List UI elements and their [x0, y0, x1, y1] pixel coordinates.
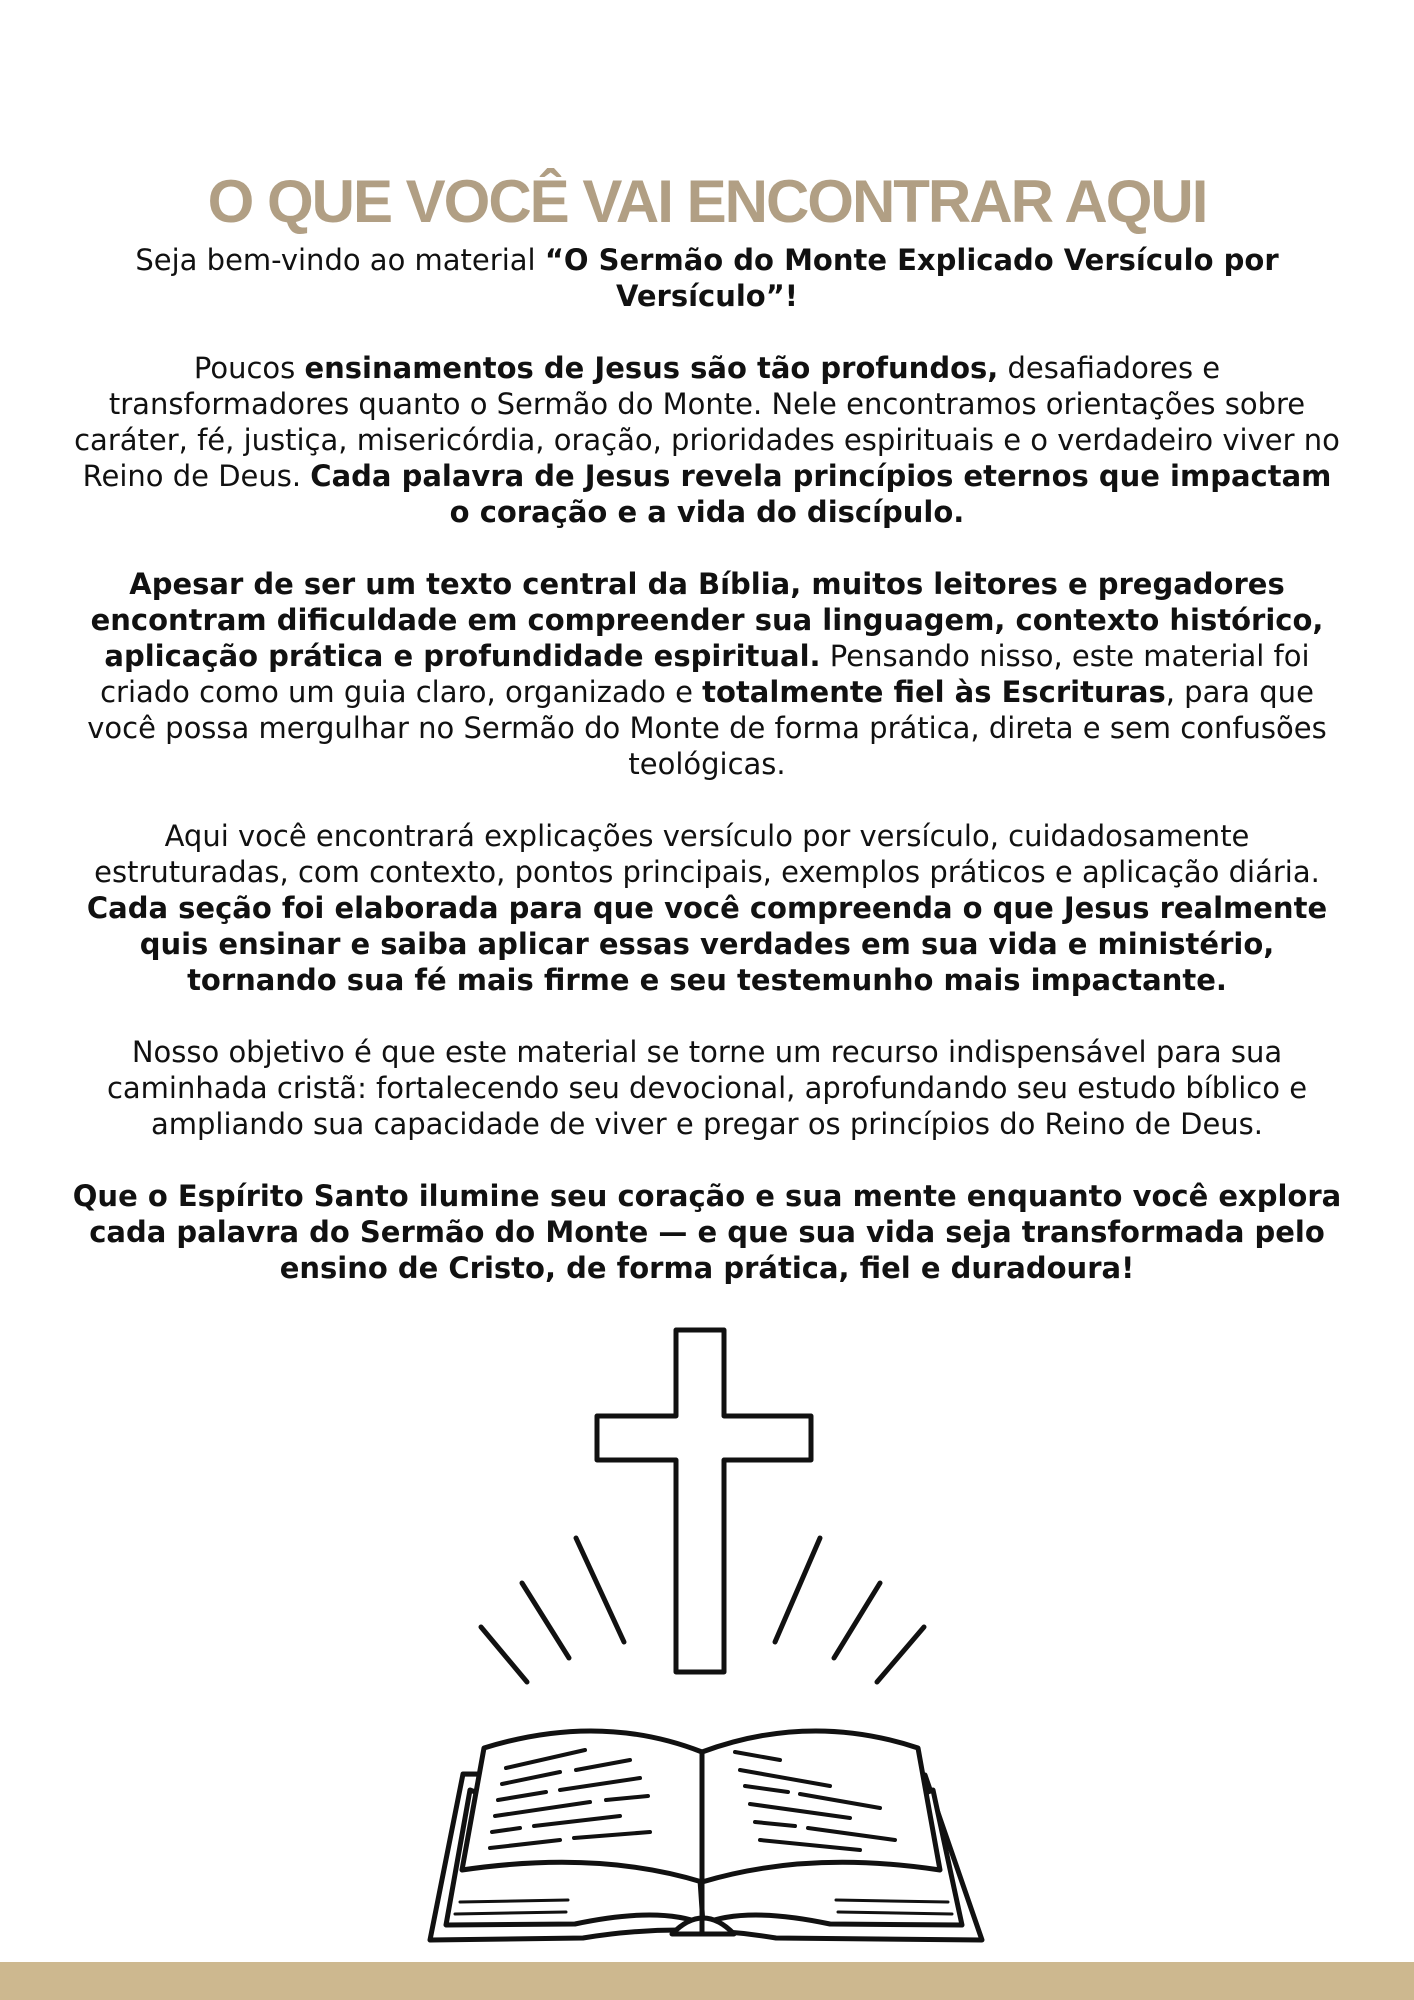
text-run-bold: ensinamentos de Jesus são tão profundos, — [304, 351, 999, 385]
cross-and-bible-illustration — [420, 1320, 995, 1960]
text-run-bold: Cada seção foi elaborada para que você compreenda o que Jesus realmente quis ensinar e saiba aplicar essas verdades em sua vida e ministério, tornando sua fé mais firme e seu testemunho mais impactante. — [86, 891, 1328, 997]
content-description-paragraph — [70, 818, 1344, 998]
text-run: Nosso objetivo é que este material se torne um recurso indispensável para sua caminhada cristã: fortalecendo seu devocional, aprofundando seu estudo bíblico e ampliando sua capacidade de viver e pregar os princípios do Reino de Deus. — [106, 1035, 1308, 1141]
cross-icon — [597, 1330, 811, 1672]
text-run-bold: Apesar de ser um texto central da Bíblia, muitos leitores e pregadores encontram dificuldade em compreender sua linguagem, contexto histórico, aplicação prática e profundidade espiritual. — [90, 567, 1324, 673]
intro-text — [70, 242, 1344, 1322]
text-run-bold: Que o Espírito Santo ilumine seu coração e sua mente enquanto você explora cada palavra do Sermão do Monte — e que sua vida seja transformada pelo ensino de Cristo, de forma prática, fiel e duradoura! — [72, 1179, 1342, 1285]
difficulty-paragraph — [70, 566, 1344, 782]
objective-paragraph — [70, 1034, 1344, 1142]
closing-prayer-paragraph — [70, 1178, 1344, 1286]
text-run: desafiadores e transformadores quanto o Sermão do Monte. Nele encontramos orientações sobre caráter, fé, justiça, misericórdia, oração, prioridades espirituais e o verdadeiro viver no Reino de Deus. — [74, 351, 1340, 493]
welcome-paragraph — [70, 242, 1344, 314]
open-bible-icon — [430, 1731, 982, 1940]
text-run: , para que você possa mergulhar no Sermão do Monte de forma prática, direta e sem confusões teológicas. — [87, 675, 1327, 781]
page-title: O QUE VOCÊ VAI ENCONTRAR AQUI — [207, 168, 1207, 236]
material-title: “O Sermão do Monte Explicado Versículo por Versículo”! — [544, 243, 1279, 313]
text-run: Seja bem-vindo ao material — [135, 243, 545, 277]
text-run: Poucos — [193, 351, 305, 385]
text-run-bold: totalmente fiel às Escrituras — [702, 675, 1166, 709]
sermon-importance-paragraph — [70, 350, 1344, 530]
text-run: Aqui você encontrará explicações versículo por versículo, cuidadosamente estruturadas, com contexto, pontos principais, exemplos práticos e aplicação diária. — [94, 819, 1320, 889]
text-run-bold: Cada palavra de Jesus revela princípios eternos que impactam o coração e a vida do discípulo. — [310, 459, 1332, 529]
text-run: Pensando nisso, este material foi criado como um guia claro, organizado e — [100, 639, 1310, 709]
footer-bar — [0, 1962, 1414, 2000]
